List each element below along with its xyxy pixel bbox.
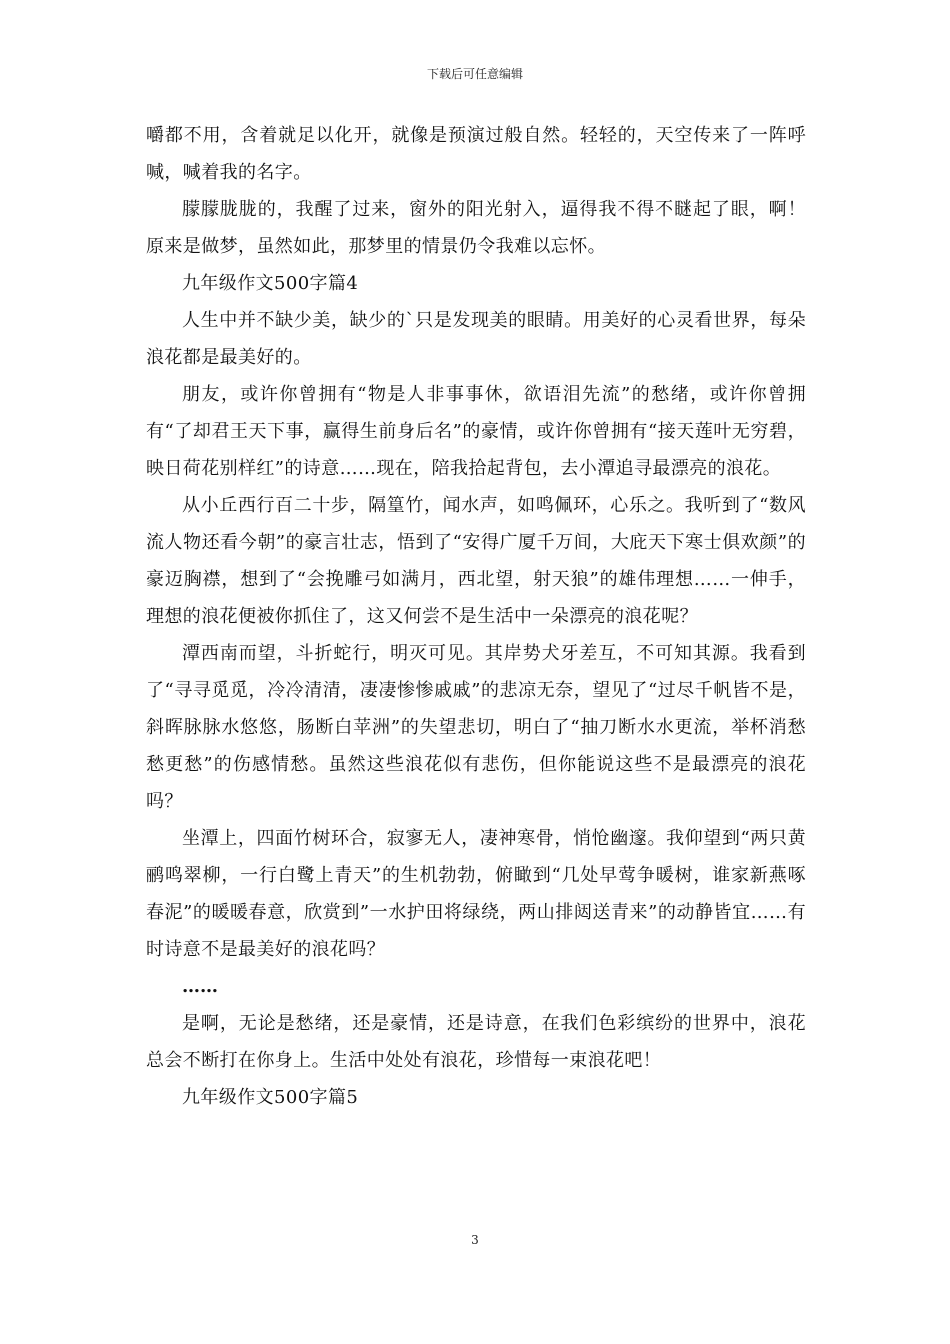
paragraph: 从小丘西行百二十步，隔篁竹，闻水声，如鸣佩环，心乐之。我听到了“数风流人物还看今朝”的豪言壮志，悟到了“安得广厦千万间，大庇天下寒士俱欢颜”的豪迈胸襟，想到了“会挽雕弓如满月，西北望，射天狼”的雄伟理想……一伸手，理想的浪花便被你抓住了，这又何尝不是生活中一朵漂亮的浪花呢？ xyxy=(146,495,806,627)
ellipsis-separator: …… xyxy=(182,976,218,997)
paragraph: 坐潭上，四面竹树环合，寂寥无人，凄神寒骨，悄怆幽邃。我仰望到“两只黄鹂鸣翠柳，一行白鹭上青天”的生机勃勃，俯瞰到“几处早莺争暖树，谁家新燕啄春泥”的暖暖春意，欣赏到”一水护田将绿绕，两山排闼送青来”的动静皆宜……有时诗意不是最美好的浪花吗？ xyxy=(146,828,806,960)
paragraph: 是啊，无论是愁绪，还是豪情，还是诗意，在我们色彩缤纷的世界中，浪花总会不断打在你身上。生活中处处有浪花，珍惜每一束浪花吧！ xyxy=(146,1013,806,1071)
page-number: 3 xyxy=(471,1233,479,1247)
paragraph-continuation: 嚼都不用，含着就足以化开，就像是预演过般自然。轻轻的，天空传来了一阵呼喊，喊着我的名字。 xyxy=(146,125,806,183)
page-header: 下载后可任意编辑 xyxy=(426,67,523,81)
paragraph: 朦朦胧胧的，我醒了过来，窗外的阳光射入，逼得我不得不瞇起了眼，啊！原来是做梦，虽然如此，那梦里的情景仍令我难以忘怀。 xyxy=(146,199,806,257)
paragraph: 朋友，或许你曾拥有“物是人非事事休，欲语泪先流”的愁绪，或许你曾拥有“了却君王天下事，赢得生前身后名”的豪情，或许你曾拥有“接天莲叶无穷碧，映日荷花别样红”的诗意……现在，陪我拾起背包，去小潭追寻最漂亮的浪花。 xyxy=(146,384,806,479)
document-body xyxy=(146,117,806,1116)
paragraph: 潭西南而望，斗折蛇行，明灭可见。其岸势犬牙差互，不可知其源。我看到了“寻寻觅觅，冷冷清清，凄凄惨惨戚戚”的悲凉无奈，望见了“过尽千帆皆不是，斜晖脉脉水悠悠，肠断白苹洲”的失望悲切，明白了“抽刀断水水更流，举杯消愁愁更愁”的伤感情愁。虽然这些浪花似有悲伤，但你能说这些不是最漂亮的浪花吗？ xyxy=(146,643,806,812)
section-heading-essay-5: 九年级作文500字篇5 xyxy=(182,1087,359,1108)
section-heading-essay-4: 九年级作文500字篇4 xyxy=(182,273,359,294)
paragraph: 人生中并不缺少美，缺少的`只是发现美的眼睛。用美好的心灵看世界，每朵浪花都是最美好的。 xyxy=(146,310,806,368)
